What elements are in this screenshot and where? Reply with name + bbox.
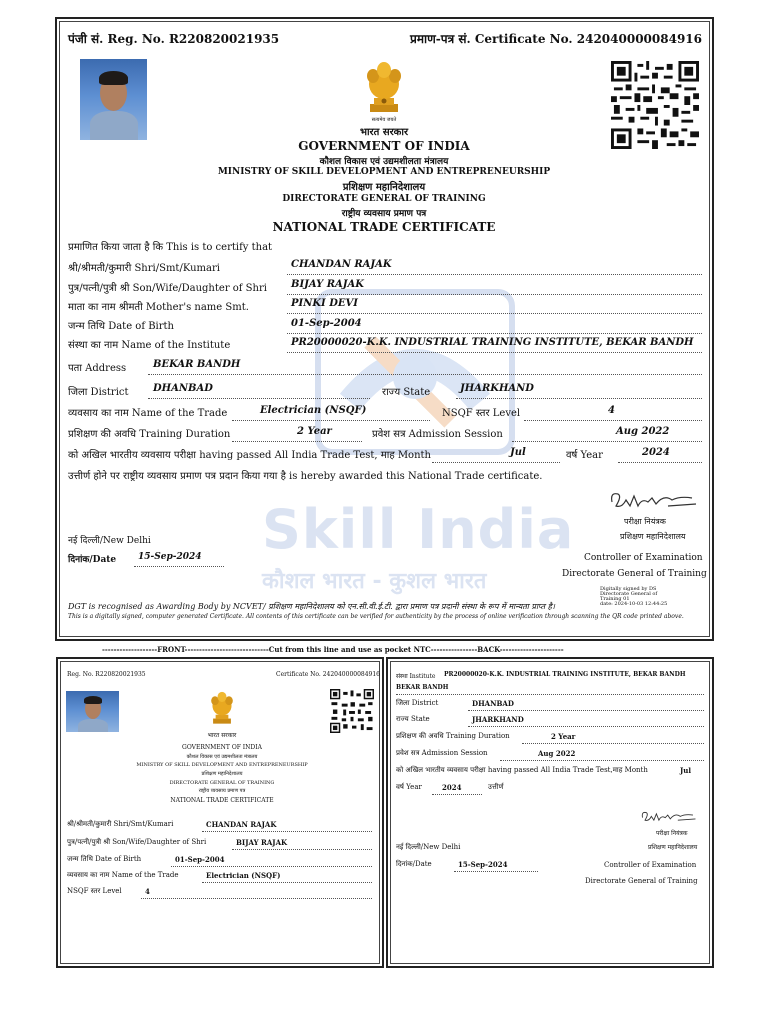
session-value: Aug 2022 [616, 426, 670, 437]
pocket-national-emblem-icon [208, 690, 236, 728]
pocket-dob: 01-Sep-2004 [175, 855, 225, 864]
state-value: JHARKHAND [460, 383, 534, 394]
address-value: BEKAR BANDH [153, 359, 241, 370]
dob-label: जन्म तिथि Date of Birth [68, 321, 174, 332]
back-session: Aug 2022 [538, 749, 576, 758]
state-label: राज्य State [382, 387, 431, 398]
session-line [512, 441, 702, 442]
place: नई दिल्ली/New Delhi [68, 536, 151, 546]
certificate-number: प्रमाण-पत्र सं. Certificate No. 242040000084916 [410, 32, 702, 46]
back-date: 15-Sep-2024 [458, 860, 508, 869]
mother-label: माता का नाम श्रीमती Mother's name Smt. [68, 302, 249, 313]
digital-sig-line-2: Directorate General of [600, 591, 658, 597]
pocket-name-line [202, 831, 372, 832]
back-year-label: वर्ष Year [396, 783, 422, 791]
session-label: प्रवेश सत्र Admission Session [372, 429, 503, 440]
digital-sig-line-4: date: 2024-10-03 12:44:25 [600, 601, 668, 607]
watermark-hindi: कौशल भारत - कुशल भारत [262, 569, 487, 594]
awarded-text: उत्तीर्ण होने पर राष्ट्रीय व्यवसाय प्रमाण पत्र प्रदान किया गया है is hereby awarded this National Trade certificate. [68, 471, 543, 482]
month-line [432, 462, 560, 463]
dgt-hindi: प्रशिक्षण महानिदेशालय [342, 182, 426, 193]
controller-signature [608, 488, 700, 514]
pocket-dob-label: जन्म तिथि Date of Birth [67, 855, 142, 863]
father-line [287, 294, 702, 295]
back-month: Jul [680, 766, 692, 775]
dgt-name: DIRECTORATE GENERAL OF TRAINING [282, 194, 486, 204]
pocket-nsqf-line [141, 898, 372, 899]
back-controller-signature [640, 808, 698, 826]
duration-value: 2 Year [297, 426, 332, 437]
watermark-text: Skill India [262, 498, 575, 561]
ntc-title: NATIONAL TRADE CERTIFICATE [272, 220, 496, 234]
pocket-ministry: MINISTRY OF SKILL DEVELOPMENT AND ENTREPRENEURSHIP [136, 762, 308, 768]
nsqf-label: NSQF स्तर Level [442, 408, 521, 419]
year-value: 2024 [642, 447, 670, 458]
emblem-motto: सत्यमेव जयते [371, 117, 397, 123]
back-controller: Controller of Examination [604, 861, 697, 869]
institute-value: PR20000020-K.K. INDUSTRIAL TRAINING INSTITUTE, BEKAR BANDH [291, 337, 694, 348]
pocket-ntc: NATIONAL TRADE CERTIFICATE [170, 797, 274, 804]
back-duration: 2 Year [551, 732, 576, 741]
back-address: BEKAR BANDH [396, 684, 449, 691]
back-session-line [500, 760, 704, 761]
address-label: पता Address [68, 363, 127, 374]
pocket-name: CHANDAN RAJAK [206, 820, 277, 829]
pocket-govt: GOVERNMENT OF INDIA [182, 744, 262, 751]
back-institute-line [396, 694, 704, 695]
pocket-qr-code [330, 689, 374, 733]
pocket-dgt-hindi: प्रशिक्षण महानिदेशालय [201, 771, 243, 777]
trade-line [232, 420, 430, 421]
nsqf-line [524, 420, 702, 421]
back-state: JHARKHAND [472, 715, 524, 724]
pocket-ntc-hindi: राष्ट्रीय व्यवसाय प्रमाण पत्र [198, 788, 246, 794]
pocket-candidate-photo [66, 691, 119, 732]
back-controller-hindi: परीक्षा नियंत्रक [656, 830, 688, 837]
nsqf-value: 4 [608, 405, 615, 416]
pocket-nsqf-label: NSQF स्तर Level [67, 887, 122, 895]
date-label: दिनांक/Date [68, 555, 117, 565]
address-line [148, 374, 702, 375]
candidate-photo [80, 59, 147, 140]
back-state-label: राज्य State [396, 715, 430, 723]
ministry-hindi: कौशल विकास एवं उद्यमशीलता मंत्रालय [319, 157, 449, 167]
back-state-line [468, 726, 704, 727]
back-place: नई दिल्ली/New Delhi [396, 843, 461, 851]
pocket-ministry-hindi: कौशल विकास एवं उद्यमशीलता मंत्रालय [186, 754, 258, 760]
reg-number: पंजी सं. Reg. No. R220820021935 [68, 32, 280, 46]
pocket-father-line [232, 849, 372, 850]
dob-line [287, 333, 702, 334]
digital-sig-line-3: Training 01 [600, 596, 630, 602]
ntc-hindi: राष्ट्रीय व्यवसाय प्रमाण पत्र [341, 209, 427, 219]
back-institute-label: संस्था Institute [396, 673, 436, 680]
trade-value: Electrician (NSQF) [260, 405, 367, 416]
year-line [618, 462, 702, 463]
father-label: पुत्र/पत्नी/पुत्री श्री Son/Wife/Daughter of Shri [68, 283, 267, 294]
mother-name: PINKI DEVI [291, 298, 358, 309]
pocket-dob-line [171, 866, 372, 867]
dgt-recognised: DGT is recognised as Awarding Body by NCVET/ प्रशिक्षण महानिदेशालय को एन.सी.वी.ई.टी. द्वारा प्रमाण पत्र प्रदानी संस्था के रूप में मान्यता प्राप्त है। [68, 602, 555, 611]
trade-label: व्यवसाय का नाम Name of the Trade [68, 408, 228, 419]
pocket-certificate-number: Certificate No. 242040000084916 [276, 671, 380, 678]
pocket-father-label: पुत्र/पत्नी/पुत्री श्री Son/Wife/Daughter of Shri [67, 838, 207, 846]
certify-text: प्रमाणित किया जाता है कि This is to certify that [68, 242, 273, 253]
pocket-trade-line [202, 882, 372, 883]
back-district: DHANBAD [472, 699, 514, 708]
cut-line: -------------------FRONT-----------------------------Cut from this line and use as pocket NTC----------------BACK---------------------- [102, 645, 564, 654]
mother-line [287, 313, 702, 314]
pocket-dgt: DIRECTORATE GENERAL OF TRAINING [169, 780, 275, 786]
back-passed-label: को अखिल भारतीय व्यवसाय परीक्षा having passed All India Trade Test,माह Month [396, 766, 648, 774]
back-year-suffix: उत्तीर्ण [488, 783, 504, 791]
state-line [456, 398, 702, 399]
dob-value: 01-Sep-2004 [291, 318, 362, 329]
digital-note: This is a digitally signed, computer generated Certificate. All contents of this certificate can be verified for authenticity by the process of online verification through scanning the QR code printed above. [68, 613, 684, 620]
date-line [134, 566, 224, 567]
digital-signature-block [600, 587, 705, 607]
back-institute: PR20000020-K.K. INDUSTRIAL TRAINING INSTITUTE, BEKAR BANDH [444, 671, 686, 678]
year-label: वर्ष Year [566, 450, 603, 461]
pocket-trade-label: व्यवसाय का नाम Name of the Trade [67, 871, 179, 879]
pocket-father: BIJAY RAJAK [236, 838, 288, 847]
institute-line [287, 352, 702, 353]
qr-code [610, 61, 700, 149]
back-duration-line [522, 743, 704, 744]
month-value: Jul [510, 447, 526, 458]
district-label: जिला District [68, 387, 129, 398]
pocket-name-label: श्री/श्रीमती/कुमारी Shri/Smt/Kumari [67, 820, 174, 828]
back-dgt: Directorate General of Training [585, 877, 698, 885]
controller-hindi: परीक्षा नियंत्रक [624, 517, 666, 526]
government-of-india: GOVERNMENT OF INDIA [298, 139, 470, 153]
dgt-hindi-sign: प्रशिक्षण महानिदेशालय [620, 532, 686, 541]
bharat-sarkar: भारत सरकार [359, 127, 409, 138]
pocket-reg-number: Reg. No. R220820021935 [67, 671, 146, 678]
district-line [148, 398, 370, 399]
dgt-title: Directorate General of Training [562, 569, 707, 579]
candidate-name: CHANDAN RAJAK [291, 259, 392, 270]
back-year-line [432, 794, 482, 795]
date-value: 15-Sep-2024 [138, 552, 202, 562]
back-date-line [454, 871, 538, 872]
father-name: BIJAY RAJAK [291, 279, 364, 290]
back-duration-label: प्रशिक्षण की अवधि Training Duration [396, 732, 510, 740]
digital-sig-line-1: Digitally signed by DS [600, 586, 657, 592]
name-line [287, 274, 702, 275]
district-value: DHANBAD [153, 383, 213, 394]
duration-line [232, 441, 362, 442]
back-district-label: जिला District [396, 699, 439, 707]
back-dgt-hindi: प्रशिक्षण महानिदेशालय [648, 844, 698, 851]
national-emblem-icon [362, 60, 406, 118]
controller-title: Controller of Examination [584, 553, 703, 563]
passed-label: को अखिल भारतीय व्यवसाय परीक्षा having passed All India Trade Test, माह Month [68, 450, 431, 461]
institute-label: संस्था का नाम Name of the Institute [68, 340, 231, 351]
pocket-bharat-sarkar: भारत सरकार [207, 732, 237, 739]
pocket-trade: Electrician (NSQF) [206, 871, 281, 880]
back-date-label: दिनांक/Date [396, 860, 432, 868]
ministry-name: MINISTRY OF SKILL DEVELOPMENT AND ENTREPRENEURSHIP [217, 167, 551, 177]
back-session-label: प्रवेश सत्र Admission Session [396, 749, 488, 757]
pocket-nsqf: 4 [145, 887, 150, 896]
back-year: 2024 [442, 783, 462, 792]
back-district-line [468, 710, 704, 711]
name-label: श्री/श्रीमती/कुमारी Shri/Smt/Kumari [68, 263, 220, 274]
duration-label: प्रशिक्षण की अवधि Training Duration [68, 429, 231, 440]
